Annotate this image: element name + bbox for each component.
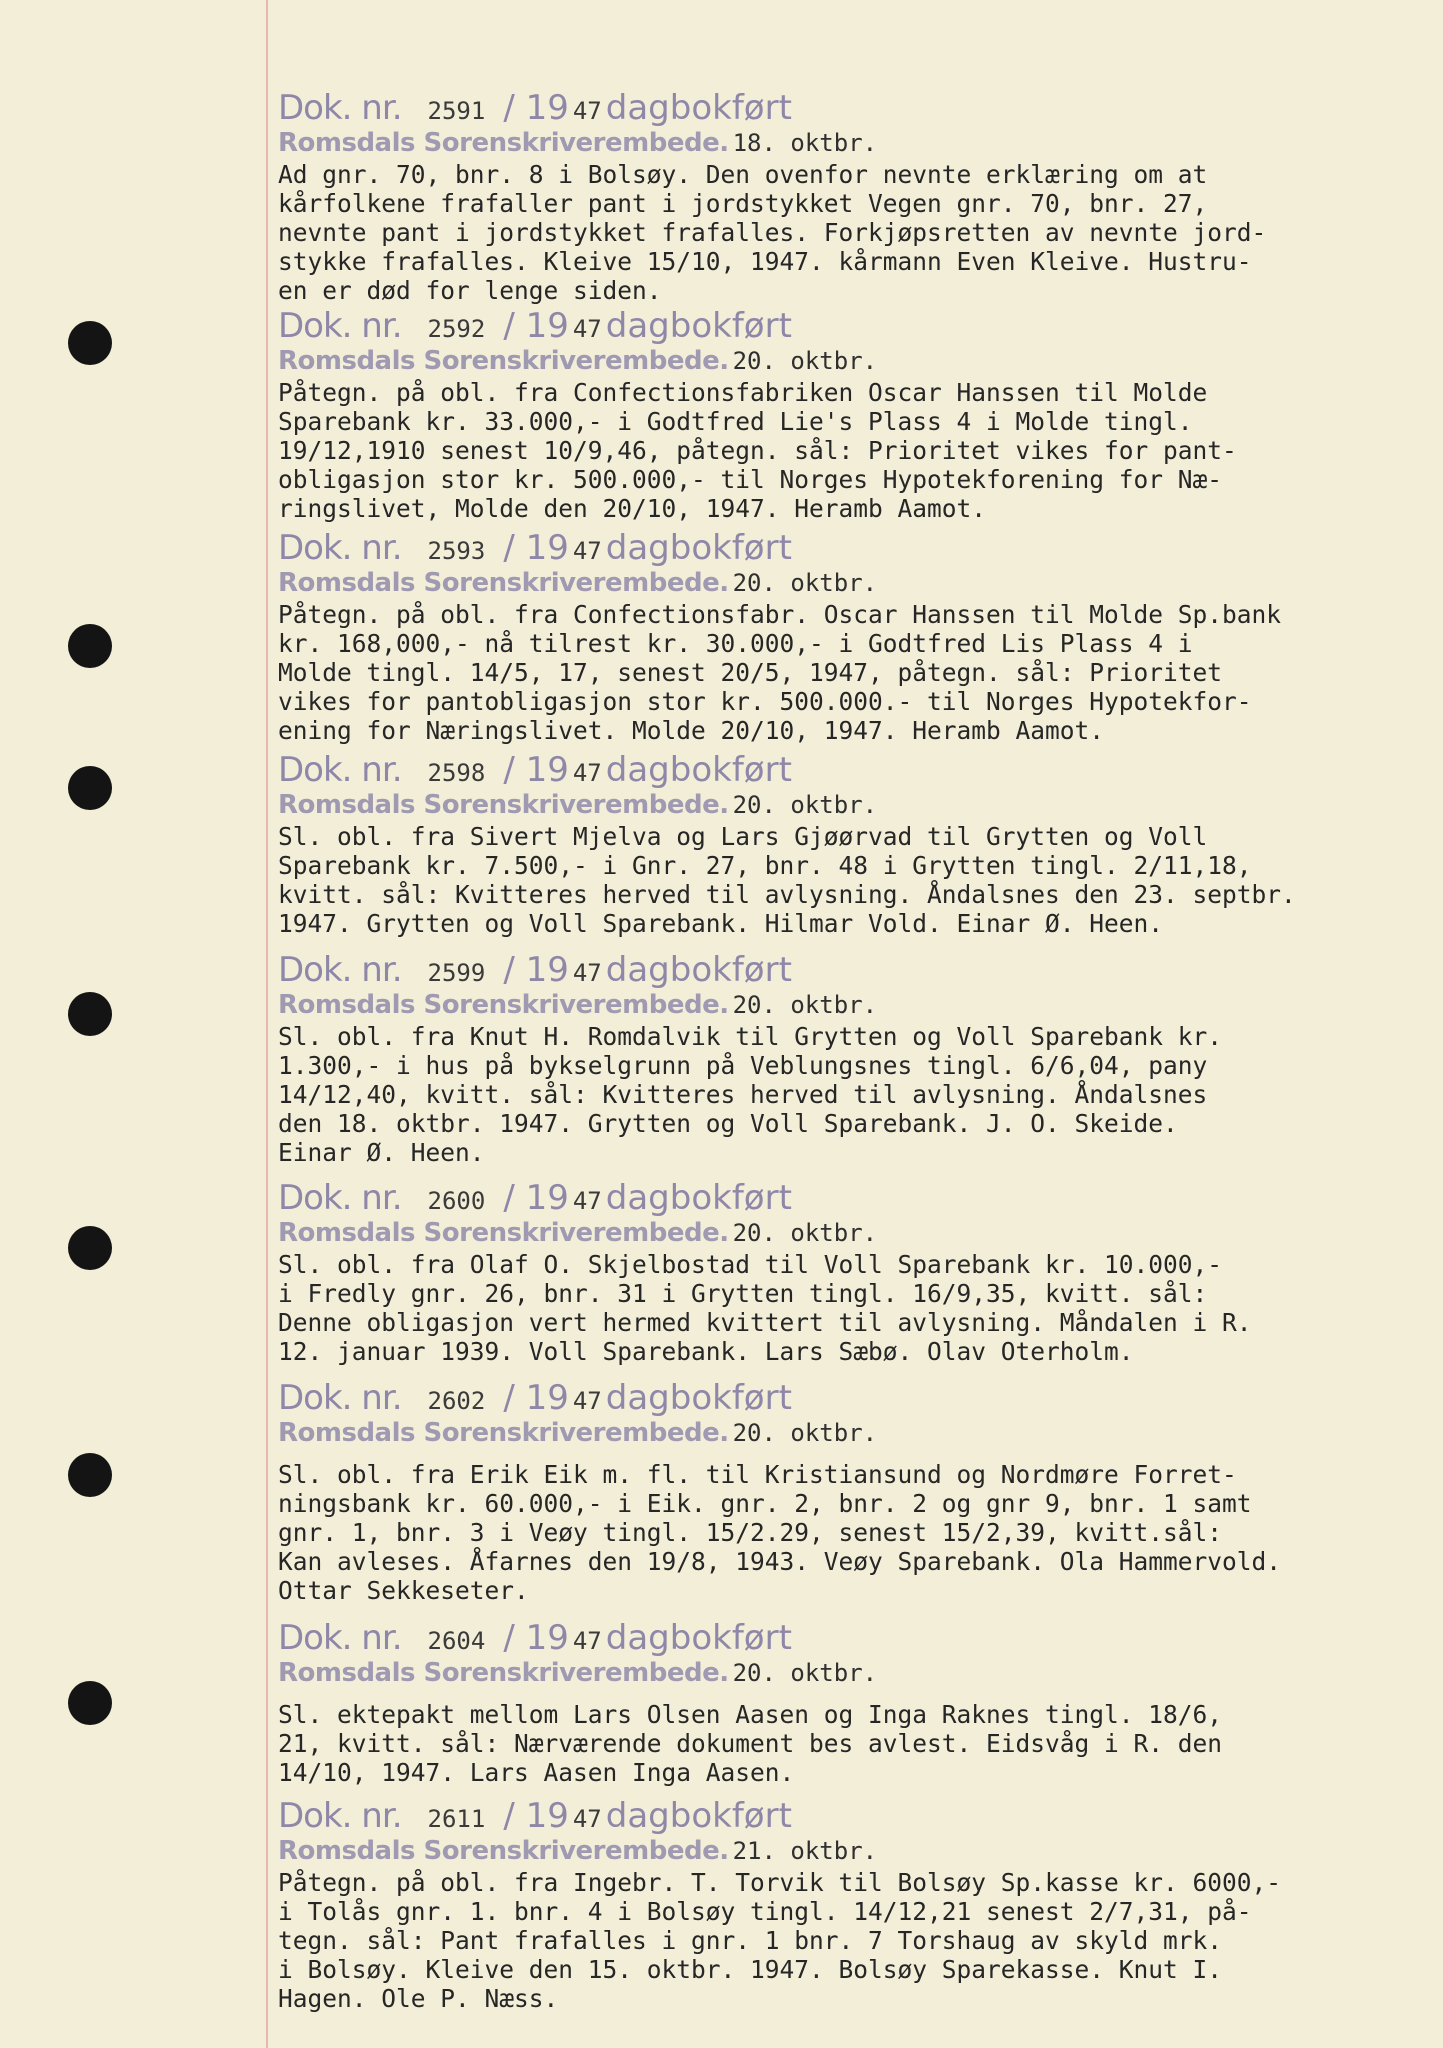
year-stamp: / 19	[503, 1796, 569, 1836]
entry-text: Påtegn. på obl. fra Confectionsfabr. Oscar Hanssen til Molde Sp.bank kr. 168,000,- nå tilrest kr. 30.000,- i Godtfred Lis Plass 4 i Molde tingl. 14/5, 17, senest 20/5, 1947, påtegn. sål: Prioritet vikes for pantobligasjon stor kr. 500.000.- til Norges Hypotekfor- ening for Næringslivet. Molde 20/10, 1947. Heramb Aamot.	[278, 600, 1282, 745]
entry-text: Sl. obl. fra Erik Eik m. fl. til Kristiansund og Nordmøre Forret- ningsbank kr. 60.000,- i Eik. gnr. 2, bnr. 2 og gnr 9, bnr. 1 samt gnr. 1, bnr. 3 i Veøy tingl. 15/2.29, senest 15/2,39, kvitt.sål: Kan avleses. Åfarnes den 19/8, 1943. Veøy Sparebank. Ola Hammervold. Ottar Sekkeseter.	[278, 1460, 1282, 1605]
register-entry	[278, 306, 1428, 523]
entry-text: Påtegn. på obl. fra Confectionsfabriken Oscar Hanssen til Molde Sparebank kr. 33.000,- i Godtfred Lie's Plass 4 i Molde tingl. 19/12,1910 senest 10/9,46, påtegn. sål: Prioritet vikes for pant- obligasjon stor kr. 500.000,- til Norges Hypotekforening for Næ- ringslivet, Molde den 20/10, 1947. Heramb Aamot.	[278, 378, 1237, 523]
punch-hole	[68, 321, 112, 365]
year: 47	[572, 959, 602, 987]
doc-number: 2592	[427, 315, 486, 343]
register-entry	[278, 1618, 1428, 1787]
year: 47	[572, 97, 602, 125]
dok-label: Dok. nr.	[278, 1378, 402, 1418]
office-stamp: Romsdals Sorenskriverembede.	[278, 568, 729, 598]
year: 47	[572, 537, 602, 565]
entry-date: 18. oktbr.	[732, 129, 878, 157]
dagbok-stamp: dagbokført	[605, 1618, 792, 1658]
doc-number: 2602	[427, 1387, 486, 1415]
dagbok-stamp: dagbokført	[605, 88, 792, 128]
dagbok-stamp: dagbokført	[605, 1378, 792, 1418]
dok-stamp	[278, 1618, 1428, 1658]
doc-number: 2593	[427, 537, 486, 565]
margin-line	[266, 0, 268, 2048]
doc-number: 2599	[427, 959, 486, 987]
punch-hole	[68, 766, 112, 810]
dok-stamp	[278, 1378, 1428, 1418]
register-entry	[278, 1796, 1428, 2013]
office-stamp: Romsdals Sorenskriverembede.	[278, 1836, 729, 1866]
punch-hole	[68, 1453, 112, 1497]
register-entry	[278, 1178, 1428, 1366]
entry-date: 20. oktbr.	[732, 1219, 878, 1247]
dagbok-stamp: dagbokført	[605, 528, 792, 568]
year-stamp: / 19	[503, 950, 569, 990]
office-stamp: Romsdals Sorenskriverembede.	[278, 1658, 729, 1688]
year-stamp: / 19	[503, 750, 569, 790]
year-stamp: / 19	[503, 1378, 569, 1418]
year: 47	[572, 759, 602, 787]
punch-hole	[68, 992, 112, 1036]
year: 47	[572, 1627, 602, 1655]
year-stamp: / 19	[503, 88, 569, 128]
office-stamp: Romsdals Sorenskriverembede.	[278, 128, 729, 158]
register-entry	[278, 88, 1428, 305]
dok-stamp	[278, 1178, 1428, 1218]
year: 47	[572, 315, 602, 343]
dok-stamp	[278, 88, 1428, 128]
punch-hole	[68, 624, 112, 668]
dok-stamp	[278, 950, 1428, 990]
dok-label: Dok. nr.	[278, 88, 402, 128]
office-stamp: Romsdals Sorenskriverembede.	[278, 990, 729, 1020]
year-stamp: / 19	[503, 1178, 569, 1218]
register-entry	[278, 750, 1428, 938]
dok-label: Dok. nr.	[278, 306, 402, 346]
office-stamp: Romsdals Sorenskriverembede.	[278, 1418, 729, 1448]
entry-text: Sl. obl. fra Sivert Mjelva og Lars Gjøørvad til Grytten og Voll Sparebank kr. 7.500,- i Gnr. 27, bnr. 48 i Grytten tingl. 2/11,18, kvitt. sål: Kvitteres herved til avlysning. Åndalsnes den 23. septbr. 1947. Grytten og Voll Sparebank. Hilmar Vold. Einar Ø. Heen.	[278, 822, 1296, 938]
register-entry	[278, 950, 1428, 1167]
entry-text: Sl. ektepakt mellom Lars Olsen Aasen og Inga Raknes tingl. 18/6, 21, kvitt. sål: Nærværende dokument bes avlest. Eidsvåg i R. den 14/10, 1947. Lars Aasen Inga Aasen.	[278, 1700, 1223, 1787]
doc-number: 2598	[427, 759, 486, 787]
dok-label: Dok. nr.	[278, 1796, 402, 1836]
dagbok-stamp: dagbokført	[605, 750, 792, 790]
dok-stamp	[278, 1796, 1428, 1836]
entry-date: 20. oktbr.	[732, 991, 878, 1019]
punch-hole	[68, 1681, 112, 1725]
dok-label: Dok. nr.	[278, 950, 402, 990]
register-entry	[278, 528, 1428, 745]
entry-text: Påtegn. på obl. fra Ingebr. T. Torvik til Bolsøy Sp.kasse kr. 6000,- i Tolås gnr. 1. bnr. 4 i Bolsøy tingl. 14/12,21 senest 2/7,31, på- tegn. sål: Pant frafalles i gnr. 1 bnr. 7 Torshaug av skyld mrk. i Bolsøy. Kleive den 15. oktbr. 1947. Bolsøy Sparekasse. Knut I. Hagen. Ole P. Næss.	[278, 1868, 1282, 2013]
doc-number: 2604	[427, 1627, 486, 1655]
entry-date: 21. oktbr.	[732, 1837, 878, 1865]
dok-label: Dok. nr.	[278, 1618, 402, 1658]
dok-stamp	[278, 750, 1428, 790]
dagbok-stamp: dagbokført	[605, 1178, 792, 1218]
office-stamp: Romsdals Sorenskriverembede.	[278, 790, 729, 820]
entry-date: 20. oktbr.	[732, 569, 878, 597]
year-stamp: / 19	[503, 528, 569, 568]
doc-number: 2611	[427, 1805, 486, 1833]
entry-text: Sl. obl. fra Knut H. Romdalvik til Grytten og Voll Sparebank kr. 1.300,- i hus på bykselgrunn på Veblungsnes tingl. 6/6,04, pany 14/12,40, kvitt. sål: Kvitteres herved til avlysning. Åndalsnes den 18. oktbr. 1947. Grytten og Voll Sparebank. J. O. Skeide. Einar Ø. Heen.	[278, 1022, 1223, 1167]
dagbok-stamp: dagbokført	[605, 950, 792, 990]
dok-stamp	[278, 528, 1428, 568]
dagbok-stamp: dagbokført	[605, 1796, 792, 1836]
year: 47	[572, 1387, 602, 1415]
entry-date: 20. oktbr.	[732, 1419, 878, 1447]
dok-stamp	[278, 306, 1428, 346]
year-stamp: / 19	[503, 306, 569, 346]
punch-hole	[68, 1226, 112, 1270]
dok-label: Dok. nr.	[278, 1178, 402, 1218]
dagbok-stamp: dagbokført	[605, 306, 792, 346]
office-stamp: Romsdals Sorenskriverembede.	[278, 346, 729, 376]
entry-text: Ad gnr. 70, bnr. 8 i Bolsøy. Den ovenfor nevnte erklæring om at kårfolkene frafaller pant i jordstykket Vegen gnr. 70, bnr. 27, nevnte pant i jordstykket frafalles. Forkjøpsretten av nevnte jord- stykke frafalles. Kleive 15/10, 1947. kårmann Even Kleive. Hustru- en er død for lenge siden.	[278, 160, 1267, 305]
register-entry	[278, 1378, 1428, 1605]
entry-date: 20. oktbr.	[732, 347, 878, 375]
entry-text: Sl. obl. fra Olaf O. Skjelbostad til Voll Sparebank kr. 10.000,- i Fredly gnr. 26, bnr. 31 i Grytten tingl. 16/9,35, kvitt. sål: Denne obligasjon vert hermed kvittert til avlysning. Måndalen i R. 12. januar 1939. Voll Sparebank. Lars Sæbø. Olav Oterholm.	[278, 1250, 1252, 1366]
dok-label: Dok. nr.	[278, 528, 402, 568]
office-stamp: Romsdals Sorenskriverembede.	[278, 1218, 729, 1248]
year: 47	[572, 1187, 602, 1215]
dok-label: Dok. nr.	[278, 750, 402, 790]
entry-date: 20. oktbr.	[732, 1659, 878, 1687]
year: 47	[572, 1805, 602, 1833]
entry-date: 20. oktbr.	[732, 791, 878, 819]
doc-number: 2600	[427, 1187, 486, 1215]
year-stamp: / 19	[503, 1618, 569, 1658]
doc-number: 2591	[427, 97, 486, 125]
